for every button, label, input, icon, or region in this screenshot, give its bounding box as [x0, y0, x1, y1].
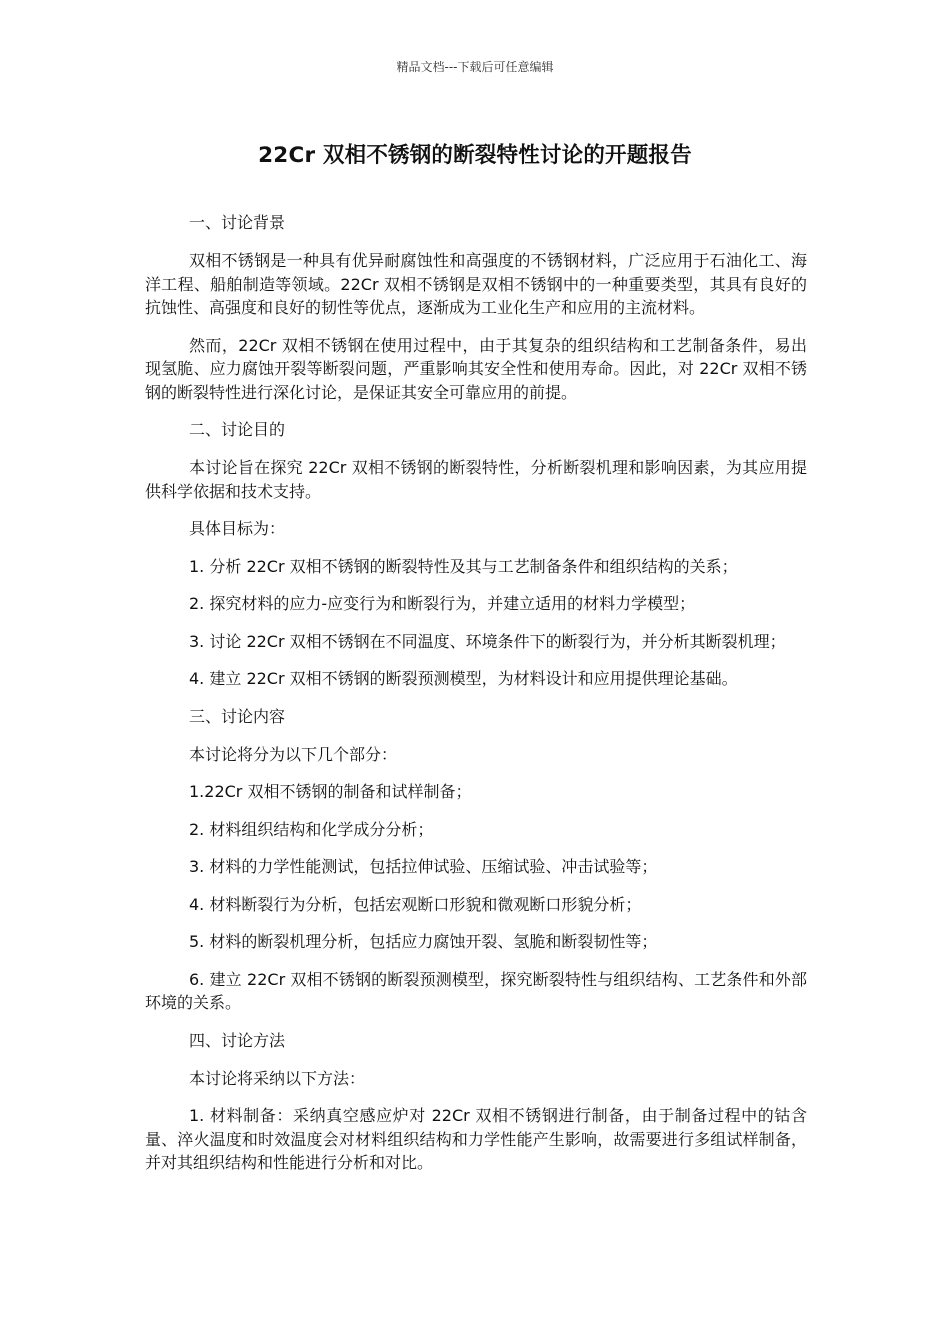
list-item: 3. 材料的力学性能测试，包括拉伸试验、压缩试验、冲击试验等；: [189, 857, 658, 876]
paragraph: 本讨论将分为以下几个部分：: [189, 744, 398, 764]
list-item: 5. 材料的断裂机理分析，包括应力腐蚀开裂、氢脆和断裂韧性等；: [189, 932, 658, 951]
list-item: 3. 讨论 22Cr 双相不锈钢在不同温度、环境条件下的断裂行为，并分析其断裂机理；: [189, 631, 786, 651]
list-item: 1. 分析 22Cr 双相不锈钢的断裂特性及其与工艺制备条件和组织结构的关系；: [189, 556, 738, 576]
paragraph: 双相不锈钢是一种具有优异耐腐蚀性和高强度的不锈钢材料，广泛应用于石油化工、海洋工程、船舶制造等领域。22Cr 双相不锈钢是双相不锈钢中的一种重要类型，其具有良好的抗蚀性、高强度和良好的韧性等优点，逐渐成为工业化生产和应用的主流材料。: [145, 251, 807, 317]
section-heading-background: 一、讨论背景: [189, 213, 286, 232]
section-heading-method: 四、讨论方法: [189, 1030, 286, 1050]
list-item: 2. 探究材料的应力-应变行为和断裂行为，并建立适用的材料力学模型；: [189, 594, 696, 613]
list-item: 4. 建立 22Cr 双相不锈钢的断裂预测模型，为材料设计和应用提供理论基础。: [189, 669, 738, 688]
document-title: 22Cr 双相不锈钢的断裂特性讨论的开题报告: [258, 143, 692, 168]
document-body: [145, 211, 807, 1189]
paragraph: 具体目标为：: [189, 519, 286, 538]
list-item: 1. 材料制备：采纳真空感应炉对 22Cr 双相不锈钢进行制备，由于制备过程中的钴含量、淬火温度和时效温度会对材料组织结构和力学性能产生影响，故需要进行多组试样制备，并对其组织结构和性能进行分析和对比。: [145, 1106, 807, 1172]
list-item: 1.22Cr 双相不锈钢的制备和试样制备；: [189, 782, 472, 801]
list-item: 6. 建立 22Cr 双相不锈钢的断裂预测模型，探究断裂特性与组织结构、工艺条件和外部环境的关系。: [145, 969, 807, 1012]
page-header: 精品文档---下载后可任意编辑: [396, 60, 554, 74]
list-item: 2. 材料组织结构和化学成分分析；: [189, 819, 434, 839]
paragraph: 然而，22Cr 双相不锈钢在使用过程中，由于其复杂的组织结构和工艺制备条件，易出现氢脆、应力腐蚀开裂等断裂问题，严重影响其安全性和使用寿命。因此，对 22Cr 双相不锈钢的断裂特性进行深化讨论，是保证其安全可靠应用的前提。: [145, 335, 807, 402]
section-heading-purpose: 二、讨论目的: [189, 420, 286, 439]
paragraph: 本讨论将采纳以下方法：: [189, 1068, 366, 1088]
section-heading-content: 三、讨论内容: [189, 706, 286, 726]
list-item: 4. 材料断裂行为分析，包括宏观断口形貌和微观断口形貌分析；: [189, 894, 642, 914]
paragraph: 本讨论旨在探究 22Cr 双相不锈钢的断裂特性，分析断裂机理和影响因素，为其应用提供科学依据和技术支持。: [145, 458, 807, 501]
